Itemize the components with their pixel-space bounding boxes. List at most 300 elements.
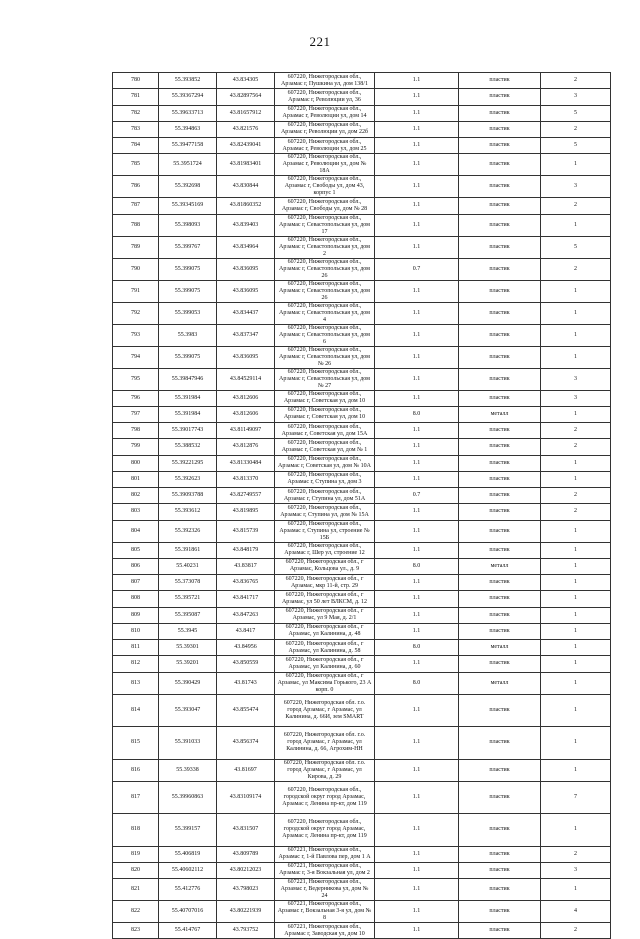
address-cell: 607220, Нижегородская обл., г Арзамас, ул Калинина, д. 60 [275,656,375,672]
table-row [113,694,611,727]
address-cell: 607220, Нижегородская обл., Арзамас г, Севастопольская ул, дом 4 [275,302,375,324]
container-volume-cell: 1.1 [375,105,459,121]
table-row [113,623,611,639]
table-row [113,923,611,939]
address-cell: 607220, Нижегородская обл. г.о. город Арзамас, г Арзамас, ул Калинина, д. 66И, зем SMART [275,694,375,727]
address-cell: 607220, Нижегородская обл., Арзамас г, Ступина ул, дом 51А [275,488,375,504]
container-material-cell: пластик [459,504,541,520]
address-cell: 607221, Нижегородская обл., Арзамас г, 1-й Павлова пер, дом 1 А [275,846,375,862]
address-cell: 607220, Нижегородская обл., Арзамас г, Севастопольская ул, дом № 26 [275,346,375,368]
table-row [113,324,611,346]
address-cell: 607220, Нижегородская обл., Арзамас г, Свободы ул, дом № 28 [275,198,375,214]
address-cell: 607220, Нижегородская обл., г Арзамас, мкр 11-й, стр. 29 [275,575,375,591]
longitude-cell: 43.837347 [217,324,275,346]
row-number-cell: 800 [113,455,159,471]
container-count-cell: 2 [541,504,611,520]
latitude-cell: 55.393047 [159,694,217,727]
container-material-cell: пластик [459,423,541,439]
table-row [113,656,611,672]
container-volume-cell: 8.0 [375,558,459,574]
table-row [113,542,611,558]
container-material-cell: пластик [459,258,541,280]
container-count-cell: 1 [541,154,611,176]
table-row [113,105,611,121]
longitude-cell: 43.836095 [217,346,275,368]
table-row [113,471,611,487]
container-volume-cell: 1.1 [375,862,459,878]
latitude-cell: 55.40231 [159,558,217,574]
container-material-cell: пластик [459,694,541,727]
address-cell: 607220, Нижегородская обл., Арзамас г, Революции ул, 36 [275,89,375,105]
container-count-cell: 1 [541,455,611,471]
longitude-cell: 43.809789 [217,846,275,862]
latitude-cell: 55.3945 [159,623,217,639]
container-material-cell: пластик [459,214,541,236]
container-count-cell: 3 [541,176,611,198]
latitude-cell: 55.39847946 [159,368,217,390]
address-cell: 607220, Нижегородская обл., Арзамас г, Севастопольская ул, дом 26 [275,280,375,302]
longitude-cell: 43.831507 [217,814,275,847]
container-volume-cell: 1.1 [375,694,459,727]
latitude-cell: 55.373078 [159,575,217,591]
table-row [113,879,611,901]
container-volume-cell: 1.1 [375,138,459,154]
container-count-cell: 1 [541,280,611,302]
container-count-cell: 1 [541,302,611,324]
container-material-cell: пластик [459,879,541,901]
container-volume-cell: 1.1 [375,280,459,302]
row-number-cell: 822 [113,901,159,923]
latitude-cell: 55.39633713 [159,105,217,121]
latitude-cell: 55.398093 [159,214,217,236]
latitude-cell: 55.39093788 [159,488,217,504]
container-volume-cell: 1.1 [375,901,459,923]
row-number-cell: 806 [113,558,159,574]
container-volume-cell: 1.1 [375,623,459,639]
row-number-cell: 798 [113,423,159,439]
container-volume-cell: 1.1 [375,471,459,487]
address-cell: 607220, Нижегородская обл., г Арзамас, ул 50 лет ВЛКСМ, д. 12 [275,591,375,607]
latitude-cell: 55.399075 [159,258,217,280]
longitude-cell: 43.841717 [217,591,275,607]
address-cell: 607220, Нижегородская обл., Арзамас г, Советская ул, дом 15А [275,423,375,439]
container-volume-cell: 1.1 [375,591,459,607]
longitude-cell: 43.8417 [217,623,275,639]
container-volume-cell: 1.1 [375,346,459,368]
container-count-cell: 5 [541,138,611,154]
row-number-cell: 790 [113,258,159,280]
container-count-cell: 2 [541,846,611,862]
container-volume-cell: 8.0 [375,640,459,656]
longitude-cell: 43.82439041 [217,138,275,154]
address-cell: 607220, Нижегородская обл. г.о. город Арзамас, г Арзамас, ул Кирова, д. 29 [275,759,375,781]
table-row [113,672,611,694]
container-material-cell: пластик [459,814,541,847]
container-material-cell: пластик [459,105,541,121]
latitude-cell: 55.392698 [159,176,217,198]
address-cell: 607221, Нижегородская обл., Арзамас г, 3-я Вокзальная ул, дом 2 [275,862,375,878]
container-volume-cell: 1.1 [375,198,459,214]
container-material-cell: пластик [459,923,541,939]
latitude-cell: 55.399075 [159,346,217,368]
latitude-cell: 55.39201 [159,656,217,672]
longitude-cell: 43.82897564 [217,89,275,105]
longitude-cell: 43.847263 [217,607,275,623]
container-volume-cell: 1.1 [375,923,459,939]
container-material-cell: пластик [459,73,541,89]
container-material-cell: пластик [459,439,541,455]
container-material-cell: пластик [459,368,541,390]
address-cell: 607220, Нижегородская обл., Арзамас г, Пушкина ул, дом 138/1 [275,73,375,89]
container-material-cell: пластик [459,176,541,198]
table-row [113,214,611,236]
longitude-cell: 43.834305 [217,73,275,89]
container-volume-cell: 1.1 [375,154,459,176]
address-cell: 607220, Нижегородская обл., г Арзамас, ул Калинина, д. 58 [275,640,375,656]
table-row [113,423,611,439]
address-cell: 607220, Нижегородская обл., Арзамас г, Севастопольская ул, дом 26 [275,258,375,280]
latitude-cell: 55.39367294 [159,89,217,105]
container-material-cell: пластик [459,236,541,258]
container-count-cell: 1 [541,727,611,760]
container-count-cell: 3 [541,368,611,390]
container-material-cell: пластик [459,324,541,346]
row-number-cell: 783 [113,121,159,137]
container-count-cell: 1 [541,607,611,623]
row-number-cell: 811 [113,640,159,656]
row-number-cell: 801 [113,471,159,487]
container-volume-cell: 1.1 [375,607,459,623]
latitude-cell: 55.391984 [159,390,217,406]
container-volume-cell: 1.1 [375,324,459,346]
table-row [113,727,611,760]
longitude-cell: 43.836095 [217,258,275,280]
container-material-cell: пластик [459,198,541,214]
address-cell: 607220, Нижегородская обл., Арзамас г, Революции ул, дом 14 [275,105,375,121]
latitude-cell: 55.391033 [159,727,217,760]
table-row [113,520,611,542]
latitude-cell: 55.39477158 [159,138,217,154]
container-volume-cell: 1.1 [375,727,459,760]
address-cell: 607220, Нижегородская обл., г Арзамас, ул Калинина, д. 48 [275,623,375,639]
container-volume-cell: 1.1 [375,879,459,901]
row-number-cell: 821 [113,879,159,901]
longitude-cell: 43.793752 [217,923,275,939]
latitude-cell: 55.39345169 [159,198,217,214]
address-cell: 607220, Нижегородская обл., г Арзамас, ул 9 Мая, д. 2/1 [275,607,375,623]
container-count-cell: 2 [541,198,611,214]
latitude-cell: 55.391984 [159,406,217,422]
longitude-cell: 43.812876 [217,439,275,455]
longitude-cell: 43.84529114 [217,368,275,390]
table-row [113,455,611,471]
container-volume-cell: 1.1 [375,520,459,542]
table-row [113,176,611,198]
address-cell: 607220, Нижегородская обл., г Арзамас, ул Максима Горького, 23 А корп. 0 [275,672,375,694]
container-material-cell: пластик [459,346,541,368]
longitude-cell: 43.834437 [217,302,275,324]
address-cell: 607220, Нижегородская обл., Арзамас г, Ступина ул, строение № 15Б [275,520,375,542]
table-row [113,258,611,280]
container-volume-cell: 1.1 [375,814,459,847]
longitude-cell: 43.798023 [217,879,275,901]
table-row [113,390,611,406]
latitude-cell: 55.39338 [159,759,217,781]
container-count-cell: 1 [541,471,611,487]
container-material-cell: пластик [459,623,541,639]
page-number: 221 [309,34,331,49]
table-row [113,302,611,324]
container-count-cell: 1 [541,694,611,727]
container-material-cell: пластик [459,390,541,406]
container-volume-cell: 1.1 [375,214,459,236]
container-material-cell: металл [459,406,541,422]
table-row [113,236,611,258]
latitude-cell: 55.412776 [159,879,217,901]
row-number-cell: 816 [113,759,159,781]
container-volume-cell: 1.1 [375,504,459,520]
longitude-cell: 43.812606 [217,406,275,422]
latitude-cell: 55.414767 [159,923,217,939]
container-count-cell: 1 [541,558,611,574]
longitude-cell: 43.819895 [217,504,275,520]
row-number-cell: 803 [113,504,159,520]
container-count-cell: 1 [541,406,611,422]
latitude-cell: 55.392326 [159,520,217,542]
container-volume-cell: 1.1 [375,390,459,406]
row-number-cell: 802 [113,488,159,504]
latitude-cell: 55.39017743 [159,423,217,439]
latitude-cell: 55.3951724 [159,154,217,176]
container-material-cell: пластик [459,781,541,814]
container-material-cell: пластик [459,280,541,302]
latitude-cell: 55.40707016 [159,901,217,923]
container-material-cell: пластик [459,542,541,558]
container-material-cell: пластик [459,471,541,487]
container-count-cell: 2 [541,121,611,137]
longitude-cell: 43.83109174 [217,781,275,814]
container-material-cell: пластик [459,846,541,862]
table-row [113,121,611,137]
longitude-cell: 43.80221939 [217,901,275,923]
table-row [113,406,611,422]
table-row [113,504,611,520]
longitude-cell: 43.813370 [217,471,275,487]
table-row [113,781,611,814]
address-cell: 607220, Нижегородская обл., Арзамас г, Советская ул, дом № 1 [275,439,375,455]
row-number-cell: 817 [113,781,159,814]
longitude-cell: 43.82749557 [217,488,275,504]
longitude-cell: 43.80212023 [217,862,275,878]
latitude-cell: 55.393852 [159,73,217,89]
row-number-cell: 796 [113,390,159,406]
row-number-cell: 810 [113,623,159,639]
longitude-cell: 43.81330484 [217,455,275,471]
container-volume-cell: 1.1 [375,542,459,558]
address-cell: 607221, Нижегородская обл., Арзамас г, Заводская ул, дом 10 [275,923,375,939]
address-cell: 607221, Нижегородская обл., Арзамас г, Вокзальная 3-я ул, дом № 8 [275,901,375,923]
table-row [113,89,611,105]
latitude-cell: 55.40602112 [159,862,217,878]
container-material-cell: пластик [459,121,541,137]
row-number-cell: 795 [113,368,159,390]
table-row [113,138,611,154]
longitude-cell: 43.815739 [217,520,275,542]
container-count-cell: 1 [541,346,611,368]
container-volume-cell: 1.1 [375,73,459,89]
container-volume-cell: 1.1 [375,759,459,781]
table-row [113,73,611,89]
address-cell: 607220, Нижегородская обл., Арзамас г, Советская ул, дом 10 [275,390,375,406]
container-volume-cell: 8.0 [375,672,459,694]
container-material-cell: пластик [459,302,541,324]
container-material-cell: пластик [459,488,541,504]
container-count-cell: 2 [541,488,611,504]
container-volume-cell: 1.1 [375,455,459,471]
table-row [113,346,611,368]
container-material-cell: пластик [459,656,541,672]
latitude-cell: 55.3983 [159,324,217,346]
row-number-cell: 789 [113,236,159,258]
table-row [113,154,611,176]
latitude-cell: 55.388532 [159,439,217,455]
longitude-cell: 43.821576 [217,121,275,137]
table-row [113,558,611,574]
container-count-cell: 5 [541,105,611,121]
longitude-cell: 43.850559 [217,656,275,672]
container-count-cell: 2 [541,439,611,455]
container-volume-cell: 1.1 [375,846,459,862]
longitude-cell: 43.81697 [217,759,275,781]
container-material-cell: пластик [459,455,541,471]
longitude-cell: 43.848179 [217,542,275,558]
container-count-cell: 1 [541,879,611,901]
container-count-cell: 1 [541,520,611,542]
container-count-cell: 3 [541,390,611,406]
table-row [113,198,611,214]
container-material-cell: пластик [459,138,541,154]
container-material-cell: пластик [459,575,541,591]
table-row [113,607,611,623]
table-row [113,640,611,656]
container-material-cell: металл [459,640,541,656]
row-number-cell: 819 [113,846,159,862]
table-row [113,862,611,878]
container-sites-table [112,72,611,939]
latitude-cell: 55.395721 [159,591,217,607]
container-count-cell: 1 [541,623,611,639]
longitude-cell: 43.830844 [217,176,275,198]
latitude-cell: 55.390429 [159,672,217,694]
container-material-cell: пластик [459,901,541,923]
row-number-cell: 823 [113,923,159,939]
row-number-cell: 782 [113,105,159,121]
container-volume-cell: 1.1 [375,89,459,105]
row-number-cell: 786 [113,176,159,198]
container-material-cell: пластик [459,607,541,623]
longitude-cell: 43.856374 [217,727,275,760]
container-material-cell: пластик [459,154,541,176]
container-count-cell: 1 [541,672,611,694]
longitude-cell: 43.81860352 [217,198,275,214]
longitude-cell: 43.84956 [217,640,275,656]
table-row [113,814,611,847]
latitude-cell: 55.391861 [159,542,217,558]
latitude-cell: 55.395087 [159,607,217,623]
container-volume-cell: 1.1 [375,368,459,390]
longitude-cell: 43.836095 [217,280,275,302]
container-material-cell: пластик [459,727,541,760]
longitude-cell: 43.812606 [217,390,275,406]
container-count-cell: 1 [541,542,611,558]
row-number-cell: 780 [113,73,159,89]
address-cell: 607220, Нижегородская обл., Арзамас г, Ступина ул, дом 3 [275,471,375,487]
container-count-cell: 2 [541,258,611,280]
container-material-cell: пластик [459,862,541,878]
latitude-cell: 55.39221295 [159,455,217,471]
container-volume-cell: 1.1 [375,176,459,198]
longitude-cell: 43.836765 [217,575,275,591]
container-count-cell: 3 [541,862,611,878]
address-cell: 607220, Нижегородская обл., Арзамас г, Ступина ул, дом № 15А [275,504,375,520]
row-number-cell: 799 [113,439,159,455]
container-material-cell: металл [459,558,541,574]
container-count-cell: 1 [541,640,611,656]
container-count-cell: 1 [541,575,611,591]
row-number-cell: 794 [113,346,159,368]
longitude-cell: 43.839403 [217,214,275,236]
address-cell: 607220, Нижегородская обл., Арзамас г, Революции ул, дом 22б [275,121,375,137]
row-number-cell: 815 [113,727,159,760]
address-cell: 607220, Нижегородская обл., Арзамас г, Революции ул, дом 25 [275,138,375,154]
row-number-cell: 785 [113,154,159,176]
latitude-cell: 55.39301 [159,640,217,656]
address-cell: 607220, Нижегородская обл., Арзамас г, Советская ул, дом 10 [275,406,375,422]
container-material-cell: пластик [459,520,541,542]
row-number-cell: 807 [113,575,159,591]
row-number-cell: 781 [113,89,159,105]
row-number-cell: 812 [113,656,159,672]
row-number-cell: 813 [113,672,159,694]
row-number-cell: 787 [113,198,159,214]
table-row [113,846,611,862]
address-cell: 607220, Нижегородская обл. г.о. город Арзамас, г Арзамас, ул Калинина, д. 66, Агрохим-НН [275,727,375,760]
address-cell: 607220, Нижегородская обл., Арзамас г, Севастопольская ул, дом 2 [275,236,375,258]
table-row [113,488,611,504]
latitude-cell: 55.399075 [159,280,217,302]
container-volume-cell: 1.1 [375,575,459,591]
container-volume-cell: 0.7 [375,258,459,280]
container-volume-cell: 1.1 [375,302,459,324]
container-count-cell: 1 [541,591,611,607]
longitude-cell: 43.855474 [217,694,275,727]
container-count-cell: 1 [541,214,611,236]
row-number-cell: 791 [113,280,159,302]
address-cell: 607220, Нижегородская обл., Арзамас г, Шер ул, строение 12 [275,542,375,558]
container-count-cell: 3 [541,89,611,105]
table-row [113,575,611,591]
row-number-cell: 804 [113,520,159,542]
address-cell: 607220, Нижегородская обл., Арзамас г, Севастопольская ул, дом 17 [275,214,375,236]
longitude-cell: 43.83817 [217,558,275,574]
container-volume-cell: 1.1 [375,656,459,672]
longitude-cell: 43.81657912 [217,105,275,121]
latitude-cell: 55.399053 [159,302,217,324]
container-volume-cell: 1.1 [375,781,459,814]
table-row [113,439,611,455]
row-number-cell: 792 [113,302,159,324]
address-cell: 607220, Нижегородская обл., Арзамас г, Советская ул, дом № 10А [275,455,375,471]
